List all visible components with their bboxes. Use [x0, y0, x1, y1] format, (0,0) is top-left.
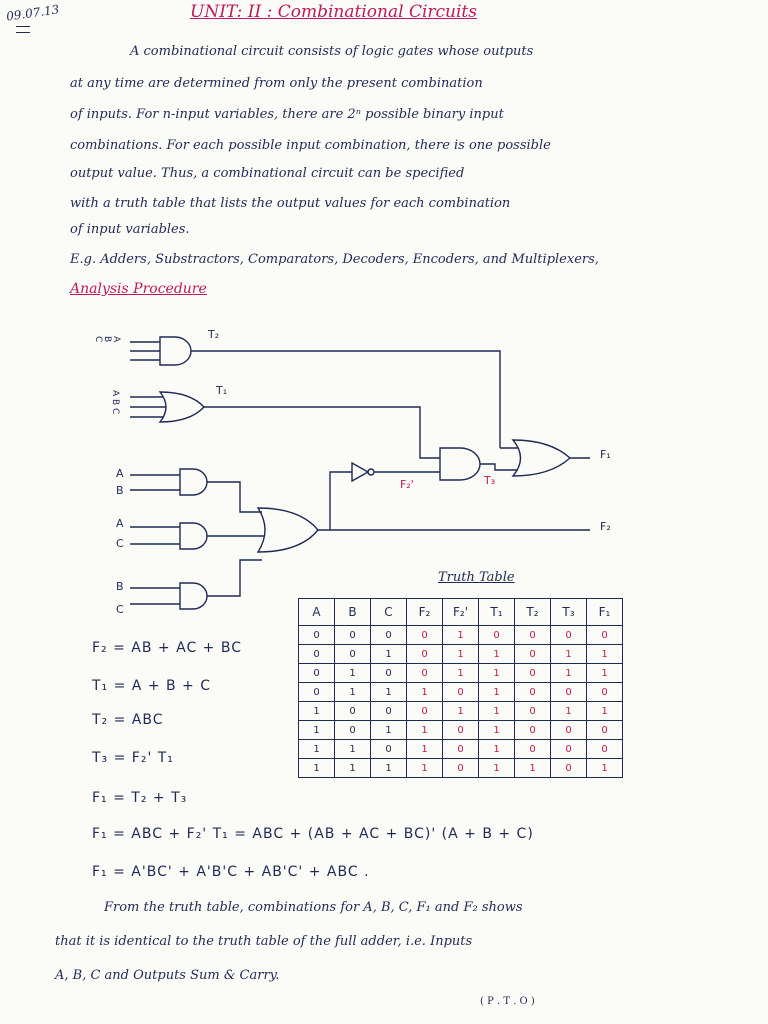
th-f1: F₁: [587, 599, 623, 626]
truth-table-cell: 1: [479, 740, 515, 759]
derivation-line-1: F₁ = ABC + F₂' T₁ = ABC + (AB + AC + BC)' (A + B + C): [92, 826, 534, 842]
th-t1: T₁: [479, 599, 515, 626]
truth-table-cell: 0: [551, 759, 587, 778]
or-gate-t1: [160, 392, 204, 422]
truth-table-cell: 1: [299, 759, 335, 778]
truth-table-cell: 0: [551, 740, 587, 759]
equation-t2: T₂ = ABC: [92, 712, 164, 728]
truth-table-cell: 0: [371, 664, 407, 683]
truth-table-row: [299, 645, 623, 664]
truth-table-cell: 1: [407, 740, 443, 759]
truth-table-cell: 1: [443, 645, 479, 664]
truth-table-cell: 1: [479, 759, 515, 778]
truth-table-cell: 1: [551, 645, 587, 664]
label-t3: T₃: [484, 474, 496, 487]
truth-table-cell: 0: [479, 626, 515, 645]
equation-f1: F₁ = T₂ + T₃: [92, 790, 188, 806]
th-t3: T₃: [551, 599, 587, 626]
equation-t1: T₁ = A + B + C: [92, 678, 212, 694]
truth-table-cell: 0: [515, 664, 551, 683]
truth-table-cell: 1: [479, 683, 515, 702]
truth-table-cell: 0: [335, 645, 371, 664]
truth-table-cell: 0: [407, 702, 443, 721]
truth-table-cell: 0: [407, 664, 443, 683]
and-gate-bc: [180, 583, 207, 609]
truth-table-cell: 0: [371, 740, 407, 759]
truth-table-cell: 0: [587, 721, 623, 740]
truth-table-cell: 1: [587, 759, 623, 778]
truth-table-cell: 1: [479, 664, 515, 683]
truth-table-cell: 1: [299, 721, 335, 740]
truth-table-cell: 0: [515, 740, 551, 759]
truth-table-cell: 0: [515, 626, 551, 645]
truth-table-cell: 0: [299, 626, 335, 645]
intro-line-1: A combinational circuit consists of logic gates whose outputs: [130, 44, 534, 59]
truth-table-row: [299, 664, 623, 683]
truth-table-cell: 1: [299, 702, 335, 721]
truth-table-cell: 1: [551, 702, 587, 721]
truth-table-cell: 1: [299, 740, 335, 759]
truth-table-cell: 1: [335, 683, 371, 702]
truth-table-cell: 0: [299, 664, 335, 683]
truth-table-cell: 0: [407, 626, 443, 645]
truth-table-cell: 0: [335, 626, 371, 645]
and1-inputs-label: A B C: [93, 336, 121, 343]
truth-table-cell: 0: [515, 683, 551, 702]
truth-table-cell: 0: [335, 721, 371, 740]
input-c3: C: [116, 603, 124, 616]
or1-inputs-label: A B C: [110, 390, 120, 415]
and-gate-ac: [180, 523, 207, 549]
truth-table-caption: Truth Table: [438, 570, 515, 585]
truth-table-cell: 1: [407, 683, 443, 702]
truth-table-cell: 0: [443, 683, 479, 702]
truth-table-cell: 1: [371, 759, 407, 778]
th-b: B: [335, 599, 371, 626]
truth-table-cell: 1: [335, 664, 371, 683]
and-gate-ab: [180, 469, 207, 495]
truth-table-cell: 0: [443, 740, 479, 759]
truth-table-cell: 0: [587, 740, 623, 759]
equation-t3: T₃ = F₂' T₁: [92, 750, 174, 766]
th-a: A: [299, 599, 335, 626]
truth-table-cell: 0: [371, 626, 407, 645]
truth-table-cell: 1: [443, 664, 479, 683]
truth-table-cell: 0: [587, 683, 623, 702]
label-t1: T₁: [216, 384, 228, 397]
truth-table-row: [299, 759, 623, 778]
truth-table-cell: 1: [515, 759, 551, 778]
truth-table-cell: 1: [551, 664, 587, 683]
label-f1-output: F₁: [600, 448, 611, 461]
truth-table-cell: 1: [443, 702, 479, 721]
truth-table-cell: 1: [371, 645, 407, 664]
truth-table-cell: 0: [335, 702, 371, 721]
truth-table-cell: 0: [551, 626, 587, 645]
conclusion-line-3: A, B, C and Outputs Sum & Carry.: [55, 968, 280, 983]
intro-line-4: combinations. For each possible input combination, there is one possible: [70, 138, 551, 153]
input-b1: B: [116, 484, 124, 497]
input-b3: B: [116, 580, 124, 593]
truth-table-row: [299, 626, 623, 645]
intro-line-5: output value. Thus, a combinational circuit can be specified: [70, 166, 465, 181]
and-gate-t2: [160, 337, 191, 365]
intro-line-7: of input variables.: [70, 222, 190, 237]
section-heading: Analysis Procedure: [70, 281, 207, 297]
truth-table-cell: 1: [407, 721, 443, 740]
input-c2: C: [116, 537, 124, 550]
truth-table-cell: 0: [371, 702, 407, 721]
truth-table-cell: 0: [407, 645, 443, 664]
truth-table-row: [299, 683, 623, 702]
truth-table-cell: 1: [587, 664, 623, 683]
intro-line-2: at any time are determined from only the present combination: [70, 76, 483, 91]
or-gate-f1: [513, 440, 570, 476]
truth-table-cell: 0: [299, 645, 335, 664]
page-footer: ( P . T . O ): [480, 996, 535, 1007]
truth-table-cell: 1: [335, 759, 371, 778]
truth-table-cell: 0: [443, 721, 479, 740]
truth-table: [298, 598, 623, 778]
truth-table-cell: 0: [515, 645, 551, 664]
page-title: UNIT: II : Combinational Circuits: [190, 2, 477, 22]
th-t2: T₂: [515, 599, 551, 626]
and-gate-t3: [440, 448, 480, 480]
truth-table-cell: 1: [335, 740, 371, 759]
truth-table-cell: 1: [587, 702, 623, 721]
derivation-line-2: F₁ = A'BC' + A'B'C + AB'C' + ABC .: [92, 864, 370, 880]
truth-table-cell: 1: [479, 645, 515, 664]
input-a1: A: [116, 467, 124, 480]
truth-table-cell: 0: [515, 721, 551, 740]
truth-table-cell: 0: [299, 683, 335, 702]
not-gate: [352, 463, 368, 481]
intro-line-3: of inputs. For n-input variables, there are 2ⁿ possible binary input: [70, 107, 504, 122]
th-f2: F₂: [407, 599, 443, 626]
label-f2-prime: F₂': [400, 478, 414, 491]
conclusion-line-2: that it is identical to the truth table of the full adder, i.e. Inputs: [55, 934, 473, 949]
label-t2: T₂: [208, 328, 220, 341]
date: 09.07.13: [5, 2, 61, 24]
truth-table-cell: 0: [551, 683, 587, 702]
truth-table-cell: 1: [371, 721, 407, 740]
truth-table-cell: 1: [407, 759, 443, 778]
truth-table-cell: 1: [371, 683, 407, 702]
th-f2-prime: F₂': [443, 599, 479, 626]
input-a2: A: [116, 517, 124, 530]
truth-table-cell: 0: [587, 626, 623, 645]
intro-line-6: with a truth table that lists the output values for each combination: [70, 196, 511, 211]
truth-table-row: [299, 702, 623, 721]
truth-table-cell: 0: [443, 759, 479, 778]
truth-table-row: [299, 721, 623, 740]
truth-table-cell: 1: [443, 626, 479, 645]
equation-f2: F₂ = AB + AC + BC: [92, 640, 242, 656]
truth-table-cell: 0: [551, 721, 587, 740]
th-c: C: [371, 599, 407, 626]
label-f2-output: F₂: [600, 520, 611, 533]
truth-table-header-row: [299, 599, 623, 626]
truth-table-cell: 0: [515, 702, 551, 721]
truth-table-cell: 1: [479, 702, 515, 721]
truth-table-cell: 1: [479, 721, 515, 740]
truth-table-row: [299, 740, 623, 759]
or-gate-f2: [258, 508, 318, 552]
conclusion-line-1: From the truth table, combinations for A, B, C, F₁ and F₂ shows: [104, 900, 523, 915]
intro-line-8: E.g. Adders, Substractors, Comparators, Decoders, Encoders, and Multiplexers,: [70, 252, 599, 267]
truth-table-cell: 1: [587, 645, 623, 664]
